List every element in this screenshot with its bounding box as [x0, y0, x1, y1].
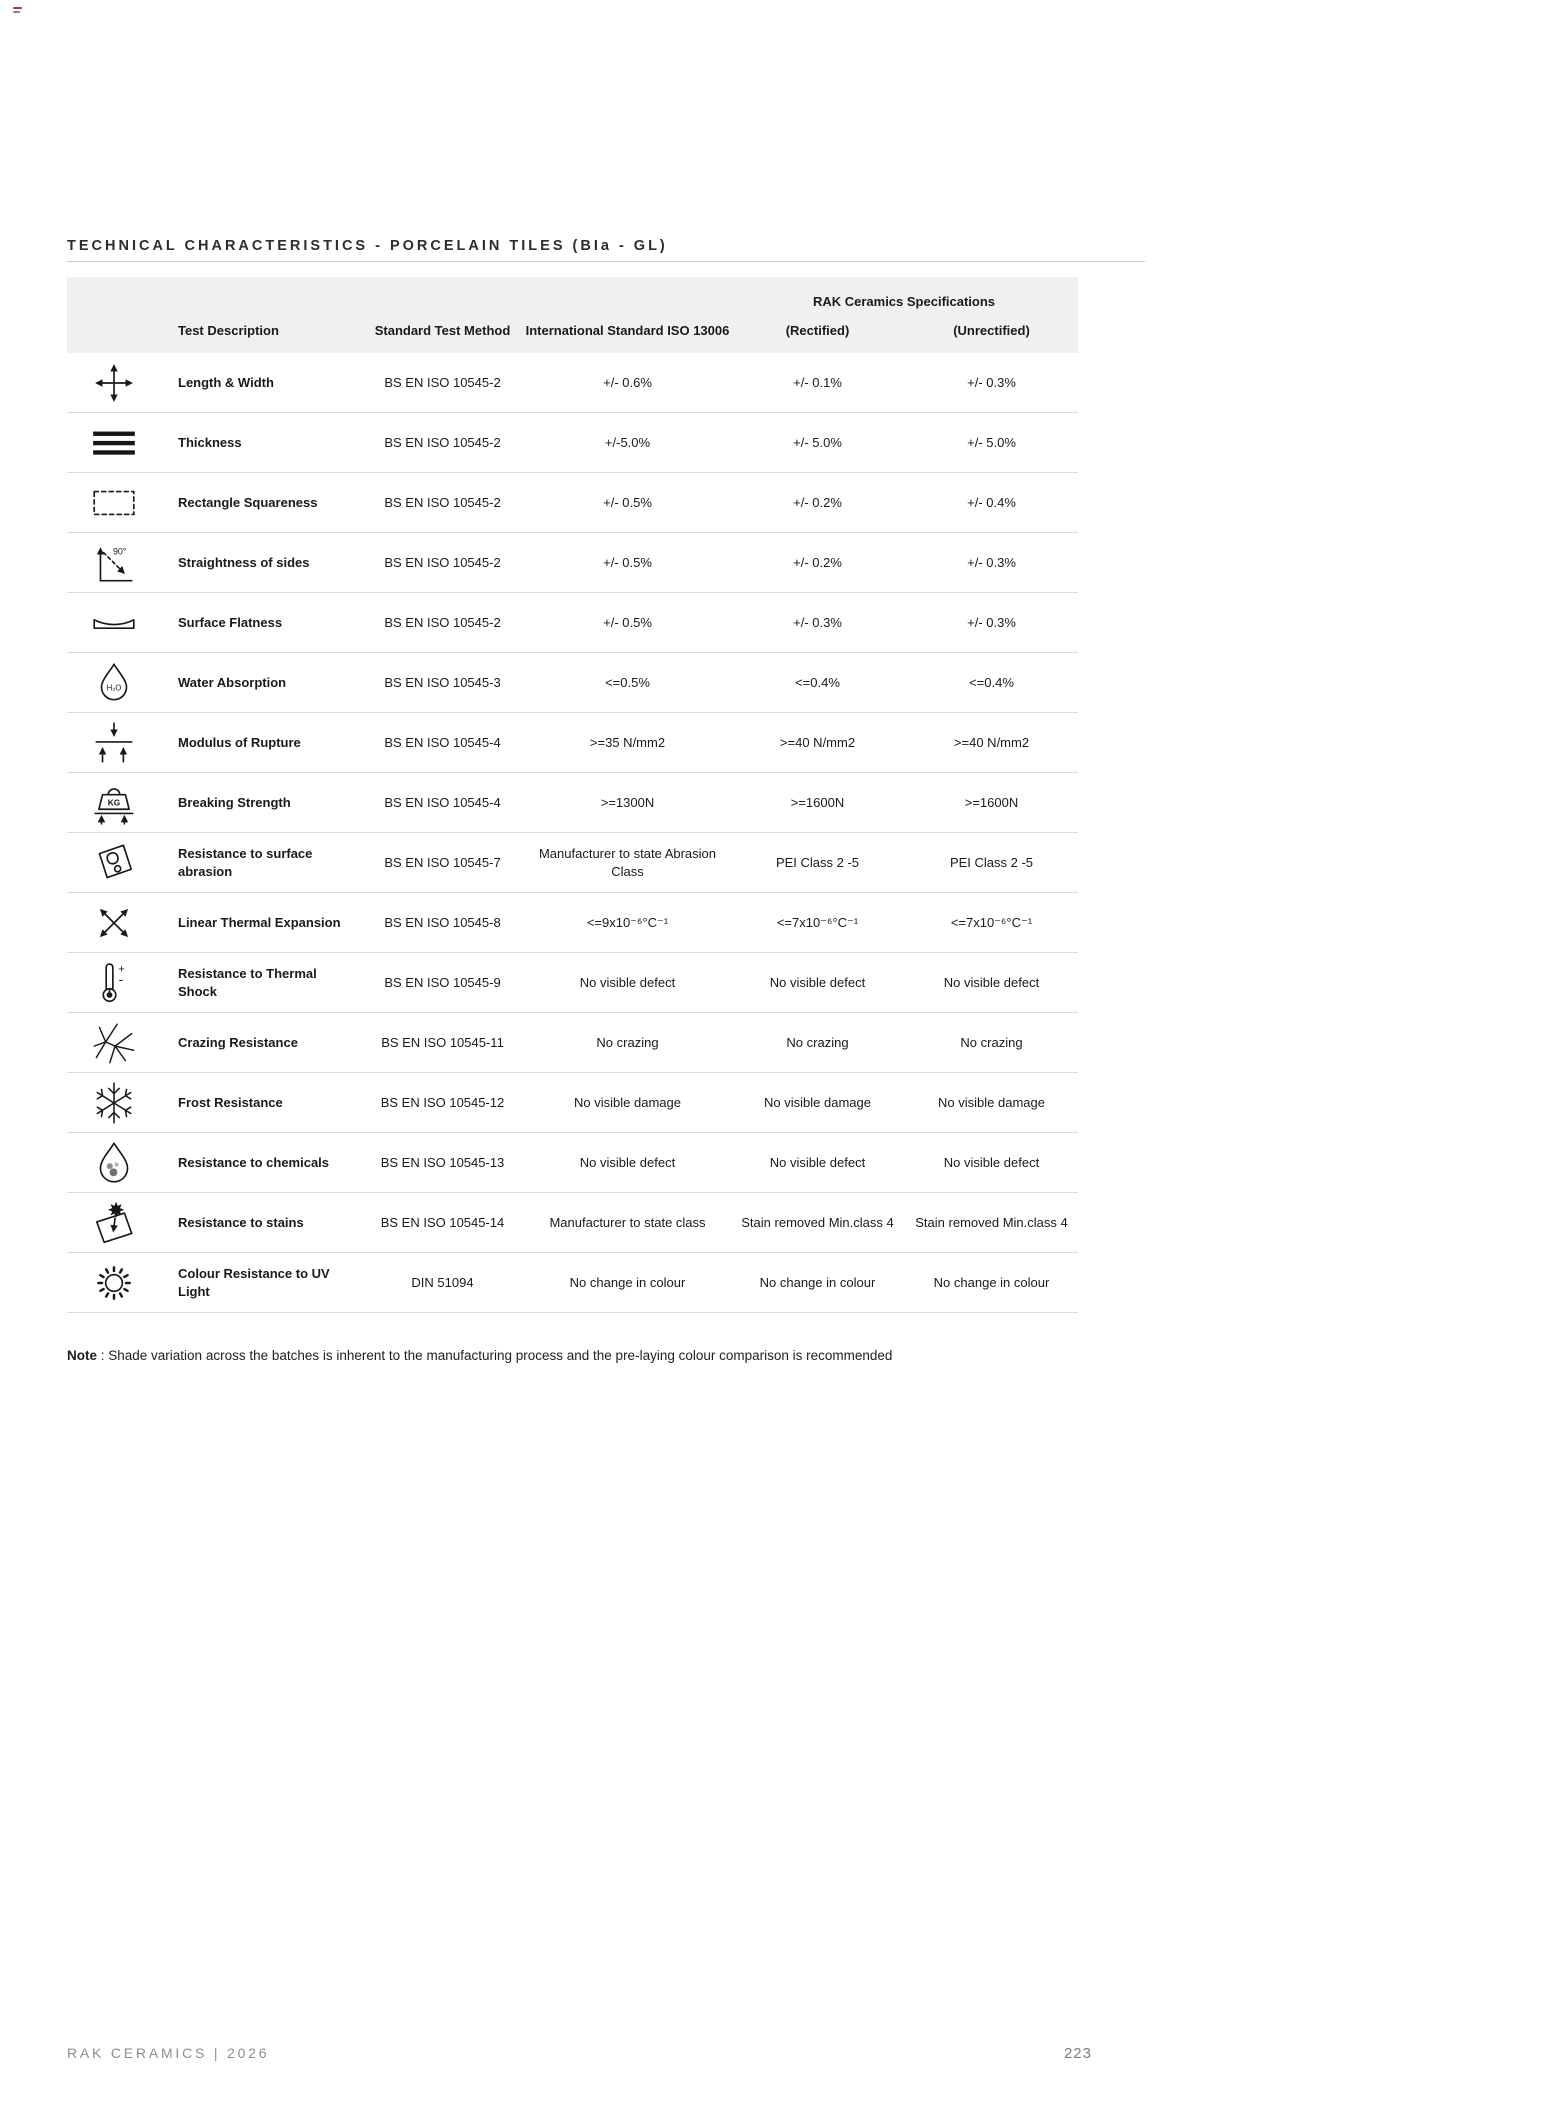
iso-13006-value: No visible defect	[579, 974, 676, 990]
rectified-spec-value: <=7x10⁻⁶°C⁻¹	[776, 914, 859, 930]
column-header-rectified: (Rectified)	[785, 322, 850, 338]
unrectified-spec-value: No crazing	[960, 1034, 1023, 1050]
iso-13006-value: +/- 0.5%	[603, 554, 652, 570]
standard-test-method-value: BS EN ISO 10545-4	[384, 794, 501, 810]
rectified-spec-value: >=40 N/mm2	[779, 734, 856, 750]
table-row	[67, 953, 1078, 1013]
unrectified-spec-value: >=1600N	[964, 794, 1019, 810]
straightness-of-sides-icon	[89, 538, 139, 588]
length-width-icon	[89, 358, 139, 408]
unrectified-spec-value: No visible defect	[943, 974, 1040, 990]
test-description-label: Colour Resistance to UV Light	[178, 1266, 330, 1299]
rectified-spec-value: <=0.4%	[795, 674, 840, 690]
unrectified-spec-value: No change in colour	[933, 1274, 1050, 1290]
test-description-label: Crazing Resistance	[178, 1034, 298, 1050]
unrectified-spec-value: No visible defect	[943, 1154, 1040, 1170]
standard-test-method-value: DIN 51094	[411, 1274, 474, 1290]
table-row	[67, 533, 1078, 593]
unrectified-spec-value: +/- 5.0%	[967, 434, 1016, 450]
test-description-label: Resistance to chemicals	[178, 1154, 330, 1170]
standard-test-method-value: BS EN ISO 10545-2	[384, 614, 501, 630]
rectified-spec-value: No visible damage	[764, 1094, 871, 1110]
chemical-resistance-icon	[89, 1138, 139, 1188]
unrectified-spec-value: +/- 0.3%	[967, 614, 1016, 630]
column-header-test-method: Standard Test Method	[374, 322, 511, 338]
standard-test-method-value: BS EN ISO 10545-13	[380, 1154, 505, 1170]
iso-13006-value: >=35 N/mm2	[589, 734, 666, 750]
rectified-spec-value: +/- 0.1%	[793, 374, 842, 390]
standard-test-method-value: BS EN ISO 10545-2	[384, 494, 501, 510]
test-description-label: Breaking Strength	[178, 794, 291, 810]
rectified-spec-value: >=1600N	[790, 794, 845, 810]
table-row	[67, 473, 1078, 533]
linear-thermal-expansion-icon	[89, 898, 139, 948]
unrectified-spec-value: No visible damage	[938, 1094, 1045, 1110]
unrectified-spec-value: +/- 0.4%	[967, 494, 1016, 510]
rectified-spec-value: PEI Class 2 -5	[775, 854, 860, 870]
unrectified-spec-value: +/- 0.3%	[967, 374, 1016, 390]
corner-mark	[13, 7, 22, 13]
standard-test-method-value: BS EN ISO 10545-2	[384, 554, 501, 570]
rectified-spec-value: No change in colour	[759, 1274, 876, 1290]
standard-test-method-value: BS EN ISO 10545-14	[380, 1214, 505, 1230]
iso-13006-value: Manufacturer to state Abrasion Class	[538, 846, 717, 879]
page-title: TECHNICAL CHARACTERISTICS - PORCELAIN TILES (BIa - GL)	[67, 238, 668, 254]
column-header-test-description: Test Description	[178, 322, 279, 338]
standard-test-method-value: BS EN ISO 10545-2	[384, 374, 501, 390]
iso-13006-value: <=0.5%	[605, 674, 650, 690]
surface-flatness-icon	[89, 598, 139, 648]
iso-13006-value: <=9x10⁻⁶°C⁻¹	[586, 914, 669, 930]
rectified-spec-value: No crazing	[786, 1034, 849, 1050]
svg-text:+: +	[117, 963, 125, 976]
table-row	[67, 1013, 1078, 1073]
standard-test-method-value: BS EN ISO 10545-9	[384, 974, 501, 990]
rectified-spec-value: +/- 0.3%	[793, 614, 842, 630]
test-description-label: Resistance to Thermal Shock	[178, 966, 317, 999]
column-header-iso-13006: International Standard ISO 13006	[525, 322, 730, 338]
crazing-resistance-icon	[89, 1018, 139, 1068]
table-header	[67, 277, 1078, 353]
unrectified-spec-value: >=40 N/mm2	[953, 734, 1030, 750]
unrectified-spec-value: <=0.4%	[969, 674, 1014, 690]
iso-13006-value: +/-5.0%	[604, 434, 651, 450]
test-description-label: Resistance to surface abrasion	[178, 846, 313, 879]
table-row	[67, 353, 1078, 413]
standard-test-method-value: BS EN ISO 10545-4	[384, 734, 501, 750]
iso-13006-value: +/- 0.6%	[603, 374, 652, 390]
table-row	[67, 653, 1078, 713]
unrectified-spec-value: +/- 0.3%	[967, 554, 1016, 570]
iso-13006-value: Manufacturer to state class	[549, 1214, 706, 1230]
iso-13006-value: +/- 0.5%	[603, 494, 652, 510]
iso-13006-value: No visible damage	[574, 1094, 681, 1110]
test-description-label: Frost Resistance	[178, 1094, 283, 1110]
iso-13006-value: No change in colour	[569, 1274, 686, 1290]
test-description-label: Water Absorption	[178, 674, 287, 690]
iso-13006-value: No visible defect	[579, 1154, 676, 1170]
table-row	[67, 1253, 1078, 1313]
table-body	[67, 353, 1078, 1313]
standard-test-method-value: BS EN ISO 10545-3	[384, 674, 501, 690]
footer-brand: RAK CERAMICS | 2026	[67, 2045, 270, 2061]
stain-resistance-icon	[89, 1198, 139, 1248]
table-row	[67, 773, 1078, 833]
rectified-spec-value: +/- 0.2%	[793, 554, 842, 570]
uv-light-resistance-icon	[89, 1258, 139, 1308]
title-divider	[67, 261, 1145, 262]
modulus-of-rupture-icon	[89, 718, 139, 768]
technical-characteristics-table	[67, 277, 1078, 1313]
rectified-spec-value: +/- 5.0%	[793, 434, 842, 450]
group-header-rak-specifications: RAK Ceramics Specifications	[812, 294, 996, 309]
frost-resistance-icon	[89, 1078, 139, 1128]
surface-abrasion-icon	[89, 838, 139, 888]
svg-text:90°: 90°	[112, 546, 126, 557]
test-description-label: Modulus of Rupture	[178, 734, 301, 750]
standard-test-method-value: BS EN ISO 10545-2	[384, 434, 501, 450]
table-row	[67, 713, 1078, 773]
unrectified-spec-value: <=7x10⁻⁶°C⁻¹	[950, 914, 1033, 930]
svg-text:H₂O: H₂O	[106, 682, 121, 692]
rectified-spec-value: No visible defect	[769, 1154, 866, 1170]
svg-text:-: -	[118, 971, 123, 987]
note	[67, 1348, 892, 1363]
rectified-spec-value: No visible defect	[769, 974, 866, 990]
footer	[67, 2045, 1092, 2062]
test-description-label: Thickness	[178, 434, 242, 450]
column-header-unrectified: (Unrectified)	[953, 322, 1030, 338]
unrectified-spec-value: PEI Class 2 -5	[949, 854, 1034, 870]
table-row	[67, 413, 1078, 473]
breaking-strength-icon	[89, 778, 139, 828]
iso-13006-value: >=1300N	[600, 794, 655, 810]
test-description-label: Straightness of sides	[178, 554, 310, 570]
table-row	[67, 893, 1078, 953]
page-number: 223	[1063, 2045, 1092, 2062]
standard-test-method-value: BS EN ISO 10545-7	[384, 854, 501, 870]
iso-13006-value: No crazing	[596, 1034, 659, 1050]
table-row	[67, 593, 1078, 653]
iso-13006-value: +/- 0.5%	[603, 614, 652, 630]
test-description-label: Rectangle Squareness	[178, 494, 318, 510]
rectified-spec-value: +/- 0.2%	[793, 494, 842, 510]
standard-test-method-value: BS EN ISO 10545-8	[384, 914, 501, 930]
unrectified-spec-value: Stain removed Min.class 4	[915, 1214, 1068, 1230]
test-description-label: Linear Thermal Expansion	[178, 914, 341, 930]
note-label: Note	[67, 1348, 97, 1363]
table-row	[67, 833, 1078, 893]
test-description-label: Length & Width	[178, 374, 274, 390]
water-absorption-icon	[89, 658, 139, 708]
rectangle-squareness-icon	[89, 478, 139, 528]
thermal-shock-icon	[89, 958, 139, 1008]
note-text: : Shade variation across the batches is inherent to the manufacturing process and the pre-laying colour comparison is recommended	[97, 1348, 893, 1363]
rectified-spec-value: Stain removed Min.class 4	[741, 1214, 894, 1230]
test-description-label: Surface Flatness	[178, 614, 283, 630]
svg-text:KG: KG	[107, 797, 120, 808]
standard-test-method-value: BS EN ISO 10545-11	[381, 1034, 504, 1050]
test-description-label: Resistance to stains	[178, 1214, 304, 1230]
table-row	[67, 1133, 1078, 1193]
standard-test-method-value: BS EN ISO 10545-12	[380, 1094, 505, 1110]
table-row	[67, 1193, 1078, 1253]
thickness-icon	[89, 418, 139, 468]
table-row	[67, 1073, 1078, 1133]
